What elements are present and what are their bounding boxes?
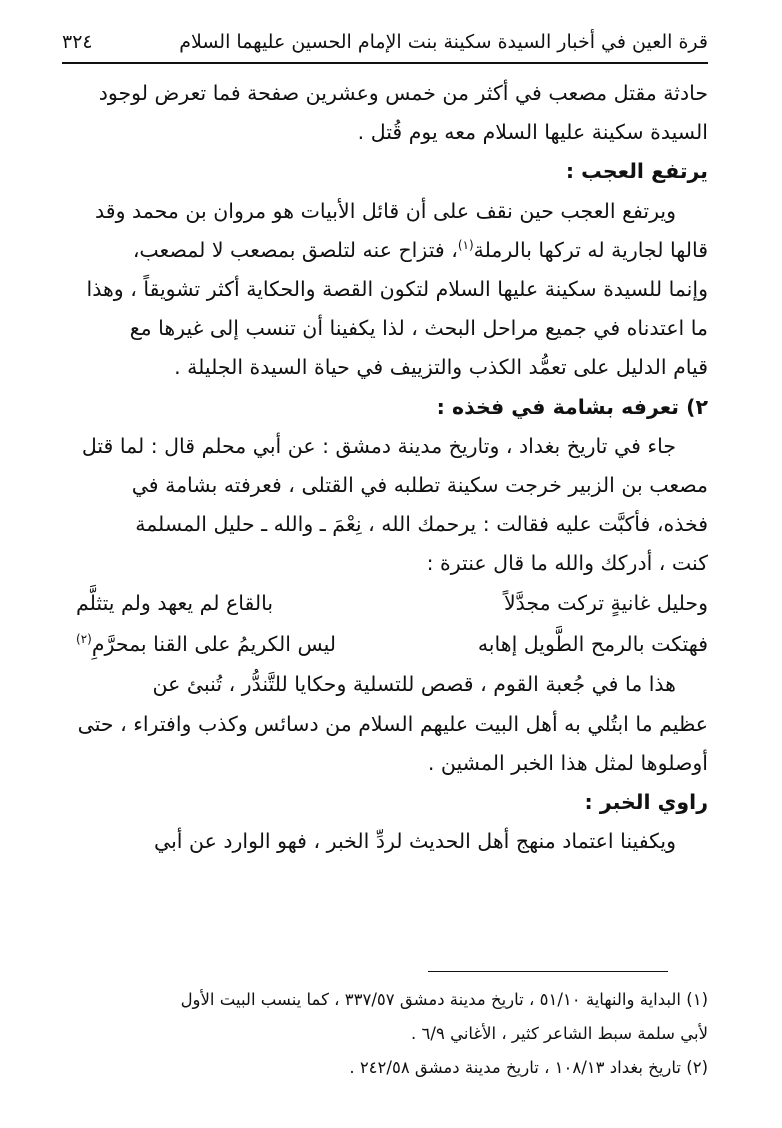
footnote: (٢) تاريخ بغداد ١٠٨/١٣ ، تاريخ مدينة دمشق ٢٤٢/٥٨ . bbox=[349, 1058, 708, 1077]
footnote-separator bbox=[428, 971, 668, 972]
text-line: قيام الدليل على تعمُّد الكذب والتزييف في حياة السيدة الجليلة . bbox=[174, 355, 708, 380]
footnote: لأبي سلمة سبط الشاعر كثير ، الأغاني ٦/٩ . bbox=[411, 1024, 708, 1043]
text-line-with-footnote bbox=[62, 231, 708, 270]
poem-verse bbox=[62, 583, 708, 624]
text-line: هذا ما في جُعبة القوم ، قصص للتسلية وحكايا للتَّندُّر ، تُنبئ عن bbox=[152, 672, 676, 697]
poem-hemistich: بالقاع لم يعهد ولم يتثلَّم bbox=[76, 591, 274, 616]
text-line: ويكفينا اعتماد منهج أهل الحديث لردِّ الخبر ، فهو الوارد عن أبي bbox=[154, 829, 676, 854]
poem-verse bbox=[62, 624, 708, 665]
text-line: فخذه، فأكبَّت عليه فقالت : يرحمك الله ، نِعْمَ ـ والله ـ حليل المسلمة bbox=[135, 512, 708, 537]
text-line: جاء في تاريخ بغداد ، وتاريخ مدينة دمشق : عن أبي محلم قال : لما قتل bbox=[81, 433, 676, 458]
poem-hemistich: فهتكت بالرمح الطَّويل إهابه bbox=[477, 632, 708, 657]
section-heading: يرتفع العجب : bbox=[565, 159, 708, 184]
header-rule bbox=[62, 62, 708, 64]
footnote: (١) البداية والنهاية ٥١/١٠ ، تاريخ مدينة دمشق ٣٣٧/٥٧ ، كما ينسب البيت الأول bbox=[180, 990, 708, 1009]
text-line: مصعب بن الزبير خرجت سكينة تطلبه في القتلى ، فعرفته بشامة في bbox=[131, 472, 708, 497]
text-line: عظيم ما ابتُلي به أهل البيت عليهم السلام من دسائس وكذب وافتراء ، حتى bbox=[77, 711, 708, 736]
footnote-ref[interactable]: (٢) bbox=[76, 632, 92, 647]
section-heading: راوي الخبر : bbox=[584, 790, 708, 814]
text-fragment: ، فتزاح عنه لتلصق بمصعب لا لمصعب، bbox=[132, 237, 458, 262]
footnotes bbox=[62, 983, 708, 1085]
poem-hemistich: وحليل غانيةٍ تركت مجدَّلاً bbox=[503, 591, 708, 616]
section-heading: ٢) تعرفه بشامة في فخذه : bbox=[436, 394, 708, 419]
text-line: حادثة مقتل مصعب في أكثر من خمس وعشرين صفحة فما تعرض لوجود bbox=[98, 81, 708, 105]
text-line: وإنما للسيدة سكينة عليها السلام لتكون القصة والحكاية أكثر تشويقاً ، وهذا bbox=[86, 276, 708, 301]
running-title: قرة العين في أخبار السيدة سكينة بنت الإمام الحسين عليهما السلام bbox=[179, 31, 708, 53]
text-fragment: قالها لجارية له تركها بالرملة bbox=[473, 237, 708, 262]
text-fragment: ليس الكريمُ على القنا بمحرَّمِ bbox=[91, 632, 337, 657]
text-line: كنت ، أدركك والله ما قال عنترة : bbox=[426, 551, 708, 576]
text-line: ما اعتدناه في جميع مراحل البحث ، لذا يكفينا أن تنسب إلى غيرها مع bbox=[129, 316, 708, 341]
poem-hemistich-with-footnote bbox=[76, 624, 336, 665]
running-header bbox=[62, 26, 708, 58]
text-line: أوصلوها لمثل هذا الخبر المشين . bbox=[427, 750, 708, 775]
text-line: ويرتفع العجب حين نقف على أن قائل الأبيات هو مروان بن محمد وقد bbox=[95, 198, 676, 223]
footnote-ref[interactable]: (١) bbox=[457, 237, 474, 252]
page-number: ٣٢٤ bbox=[62, 31, 93, 53]
main-text bbox=[62, 74, 708, 861]
text-line: السيدة سكينة عليها السلام معه يوم قُتل . bbox=[357, 120, 708, 145]
